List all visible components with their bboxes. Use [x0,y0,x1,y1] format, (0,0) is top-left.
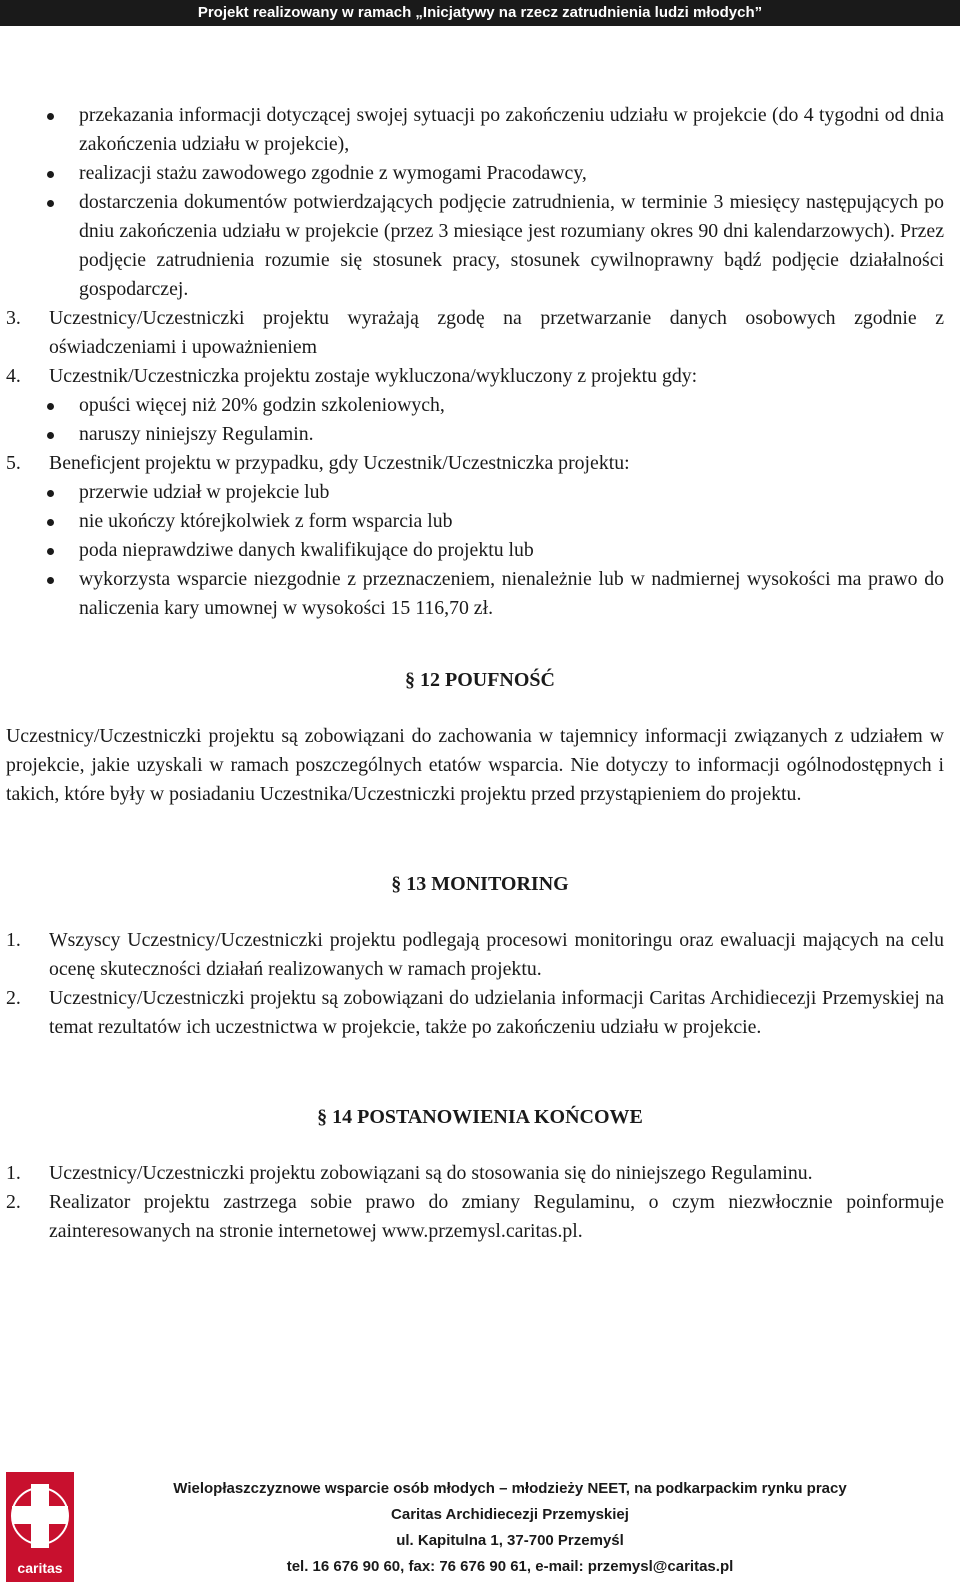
penalty-bullet: nie ukończy którejkolwiek z form wsparcia lub [0,507,960,536]
final-provision-item-2 [0,1188,960,1246]
footer-project-line: Wielopłaszczyznowe wsparcie osób młodych – młodzieży NEET, na podkarpackim rynku pracy [173,1480,847,1497]
document-body [0,101,960,1246]
page-header [0,0,960,26]
penalty-bullet: wykorzysta wsparcie niezgodnie z przeznaczeniem, nienależnie lub w nadmiernej wysokości ma prawo do naliczenia kary umownej w wysokości 15 116,70 zł. [0,565,960,623]
item-text: Realizator projektu zastrzega sobie prawo do zmiany Regulaminu, o czym niezwłocznie poinformuje zainteresowanych na stronie internetowej www.przemysl.caritas.pl. [49,1191,944,1242]
item-text: Uczestnicy/Uczestniczki projektu są zobowiązani do udzielania informacji Caritas Archidiecezji Przemyskiej na temat rezultatów ich uczestnictwa w projekcie, także po zakończeniu udziału w projekcie. [49,987,944,1038]
item-number: 1. [6,1162,21,1184]
item-text: Wszyscy Uczestnicy/Uczestniczki projektu podlegają procesowi monitoringu oraz ewaluacji mających na celu ocenę skuteczności działań realizowanych w ramach projektu. [49,929,944,980]
header-title: Projekt realizowany w ramach „Inicjatywy na rzecz zatrudnienia ludzi młodych” [197,4,763,21]
obligation-bullet: realizacji stażu zawodowego zgodnie z wymogami Pracodawcy, [0,159,960,188]
penalty-bullet: poda nieprawdziwe danych kwalifikujące do projektu lub [0,536,960,565]
section-heading-13: § 13 MONITORING [391,873,569,895]
confidentiality-paragraph: Uczestnicy/Uczestniczki projektu są zobowiązani do zachowania w tajemnicy informacji związanych z udziałem w projekcie, jakie uzyskali w ramach poszczególnych etatów wsparcia. Nie dotyczy to informacji ogólnodostępnych i takich, które były w posiadaniu Uczestnika/Uczestniczki projektu przed przystąpieniem do projektu. [6,725,944,805]
item-text: Uczestnicy/Uczestniczki projektu zobowiązani są do stosowania się do niniejszego Regulaminu. [49,1162,813,1184]
exclusion-bullet: opuści więcej niż 20% godzin szkoleniowych, [0,391,960,420]
item-number: 3. [6,307,21,329]
section-heading-14: § 14 POSTANOWIENIA KOŃCOWE [317,1106,643,1128]
monitoring-item-1 [0,926,960,984]
item-text: Uczestnicy/Uczestniczki projektu wyrażają zgodę na przetwarzanie danych osobowych zgodnie z oświadczeniami i upoważnieniem [49,307,944,358]
monitoring-item-2 [0,984,960,1042]
numbered-item-4 [0,362,960,391]
numbered-item-5 [0,449,960,478]
section-heading-12: § 12 POUFNOŚĆ [405,669,555,691]
final-provision-item-1 [0,1159,960,1188]
numbered-item-3 [0,304,960,362]
bullet-icon [47,519,54,526]
bullet-icon [47,432,54,439]
penalty-bullet: przerwie udział w projekcie lub [0,478,960,507]
item-number: 2. [6,987,21,1009]
obligation-bullet: przekazania informacji dotyczącej swojej sytuacji po zakończeniu udziału w projekcie (do 4 tygodni od dnia zakończenia udziału w projekcie), [0,101,960,159]
bullet-icon [47,113,54,120]
item-text: Uczestnik/Uczestniczka projektu zostaje wykluczona/wykluczony z projektu gdy: [49,365,698,387]
footer-phone-email-line: tel. 16 676 90 60, fax: 76 676 90 61, e-mail: przemysl@caritas.pl [286,1558,734,1575]
footer-organization-line: Caritas Archidiecezji Przemyskiej [391,1506,629,1523]
exclusion-bullet: naruszy niniejszy Regulamin. [0,420,960,449]
obligation-bullet: dostarczenia dokumentów potwierdzających podjęcie zatrudnienia, w terminie 3 miesięcy następujących po dniu zakończenia udziału w projekcie (przez 3 miesiące jest rozumiany okres 90 dni kalendarzowych). Przez podjęcie zatrudnienia rozumie się stosunek pracy, stosunek cywilnoprawny bądź podjęcie działalności gospodarczej. [0,188,960,304]
bullet-icon [47,490,54,497]
item-number: 5. [6,452,21,474]
footer-address-line: ul. Kapitulna 1, 37-700 Przemyśl [396,1532,624,1549]
bullet-icon [47,548,54,555]
item-number: 4. [6,365,21,387]
item-text: Beneficjent projektu w przypadku, gdy Uczestnik/Uczestniczka projektu: [49,452,630,474]
page-footer [0,1468,960,1588]
item-number: 1. [6,929,21,951]
item-number: 2. [6,1191,21,1213]
bullet-icon [47,200,54,207]
footer-contact [0,1476,960,1580]
bullet-icon [47,577,54,584]
bullet-icon [47,171,54,178]
bullet-icon [47,403,54,410]
logo-wordmark: caritas [17,1560,63,1576]
